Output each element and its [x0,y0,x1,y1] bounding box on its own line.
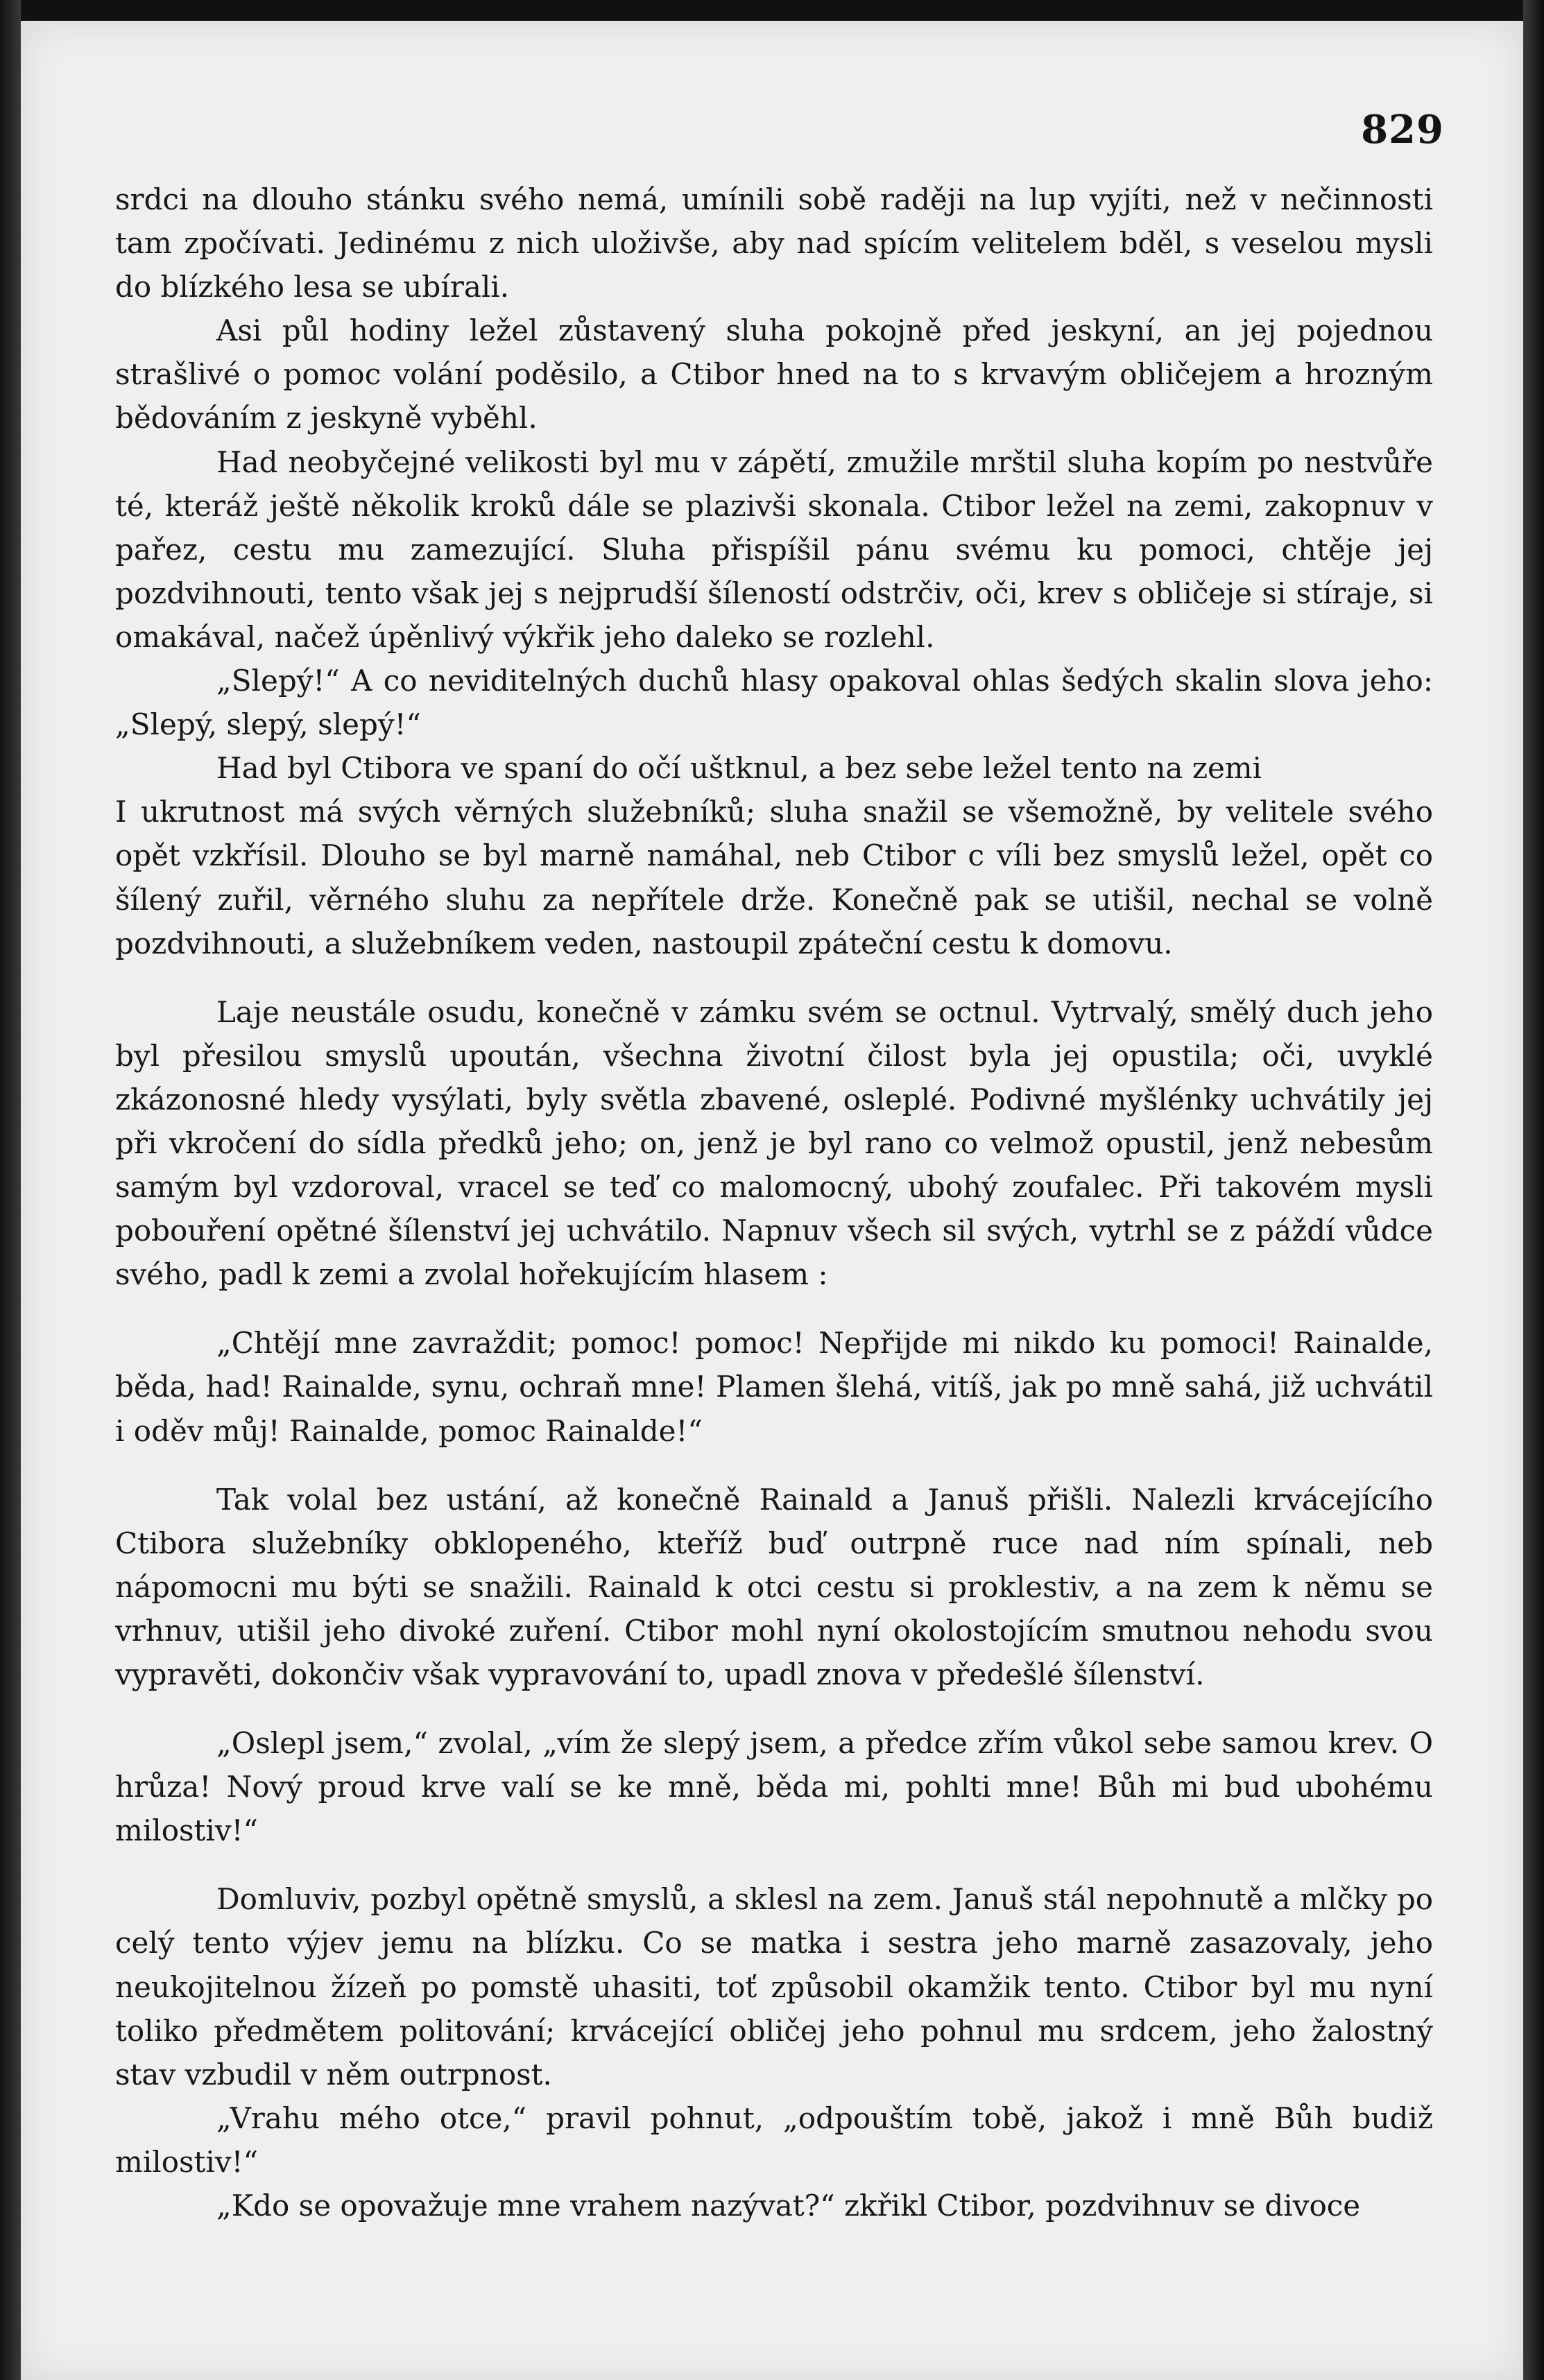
paragraph: „Oslepl jsem,“ zvolal, „vím že slepý jsem, a předce zřím vůkol sebe samou krev. O hrůza! Nový proud krve valí se ke mně, běda mi, pohlti mne! Bůh mi bud ubohému milostiv!“ [115,1726,1433,1848]
paragraph: Laje neustále osudu, konečně v zámku svém se octnul. Vytrvalý, smělý duch jeho byl přesilou smyslů upoután, všechna životní čilost byla jej opustila; oči, uvyklé zkázonosné hledy vysýlati, byly světla zbavené, osleplé. Podivné myšlénky uchvátily jej při vkročení do sídla předků jeho; on, jenž je byl rano co velmož opustil, jenž nebesům samým byl vzdoroval, vracel se teď co malomocný, ubohý zoufalec. Při takovém mysli pobouření opětné šílenství jej uchvátilo. Napnuv všech sil svých, vytrhl se z páždí vůdce svého, padl k zemi a zvolal hořekujícím hlasem : [115,994,1433,1292]
paragraph: „Chtějí mne zavraždit; pomoc! pomoc! Nepřijde mi nikdo ku pomoci! Rainalde, běda, had! Rainalde, synu, ochraň mne! Plamen šlehá, vitíš, jak po mně sahá, již uchvátil i oděv můj! Rainalde, pomoc Rainalde!“ [115,1326,1433,1448]
paragraph: Had byl Ctibora ve spaní do očí uštknul, a bez sebe ležel tento na zemi [216,751,1262,786]
paragraph: „Slepý!“ A co neviditelných duchů hlasy opakoval ohlas šedých skalin slova jeho: „Slepý, slepý, slepý!“ [115,664,1433,742]
book-page [21,21,1523,2380]
scan-border-right [1523,0,1544,2380]
paragraph: srdci na dlouho stánku svého nemá, umínili sobě raději na lup vyjíti, než v nečinnosti tam zpočívati. Jedinému z nich uloživše, aby nad spícím velitelem bděl, s veselou mysli do blízkého lesa se ubírali. [115,182,1433,304]
paragraph: „Vrahu mého otce,“ pravil pohnut, „odpouštím tobě, jakož i mně Bůh budiž milostiv!“ [115,2101,1433,2179]
paragraph: Asi půl hodiny ležel zůstavený sluha pokojně před jeskyní, an jej pojednou strašlivé o pomoc volání poděsilo, a Ctibor hned na to s krvavým obličejem a hrozným bědováním z jeskyně vyběhl. [115,313,1433,436]
body-text [115,178,1433,2227]
page-number: 829 [1361,107,1444,153]
paragraph: Domluviv, pozbyl opětně smyslů, a sklesl na zem. Januš stál nepohnutě a mlčky po celý tento výjev jemu na blízku. Co se matka i sestra jeho marně zasazovaly, jeho neukojitelnou žízeň po pomstě uhasiti, toť způsobil okamžik tento. Ctibor byl mu nyní toliko předmětem politování; krvácející obličej jeho pohnul mu srdcem, jeho žalostný stav vzbudil v něm outrpnost. [115,1882,1433,2092]
paragraph: Tak volal bez ustání, až konečně Rainald a Januš přišli. Nalezli krvácejícího Ctibora služebníky obklopeného, kteříž buď outrpně ruce nad ním spínali, neb nápomocni mu býti se snažili. Rainald k otci cestu si proklestiv, a na zem k němu se vrhnuv, utišil jeho divoké zuření. Ctibor mohl nyní okolostojícím smutnou nehodu svou vypravěti, dokončiv však vypravování to, upadl znova v předešlé šílenství. [115,1482,1433,1691]
paragraph: „Kdo se opovažuje mne vrahem nazývat?“ zkřikl Ctibor, pozdvihnuv se divoce [216,2189,1361,2223]
paragraph: Had neobyčejné velikosti byl mu v zápětí, zmužile mrštil sluha kopím po nestvůře té, kteráž ještě několik kroků dále se plazivši skonala. Ctibor ležel na zemi, zakopnuv v pařez, cestu mu zamezující. Sluha přispíšil pánu svému ku pomoci, chtěje jej pozdvihnouti, tento však jej s nejprudší šíleností odstrčiv, oči, krev s obličeje si stíraje, si omakával, načež úpěnlivý výkřik jeho daleko se rozlehl. [115,445,1433,654]
scan-border-top [0,0,1544,21]
scan-border-left [0,0,21,2380]
paragraph: I ukrutnost má svých věrných služebníků; sluha snažil se všemožně, by velitele svého opět vzkřísil. Dlouho se byl marně namáhal, neb Ctibor c víli bez smyslů ležel, opět co šílený zuřil, věrného sluhu za nepřítele drže. Konečně pak se utišil, nechal se volně pozdvihnouti, a služebníkem veden, nastoupil zpáteční cestu k domovu. [115,795,1433,960]
